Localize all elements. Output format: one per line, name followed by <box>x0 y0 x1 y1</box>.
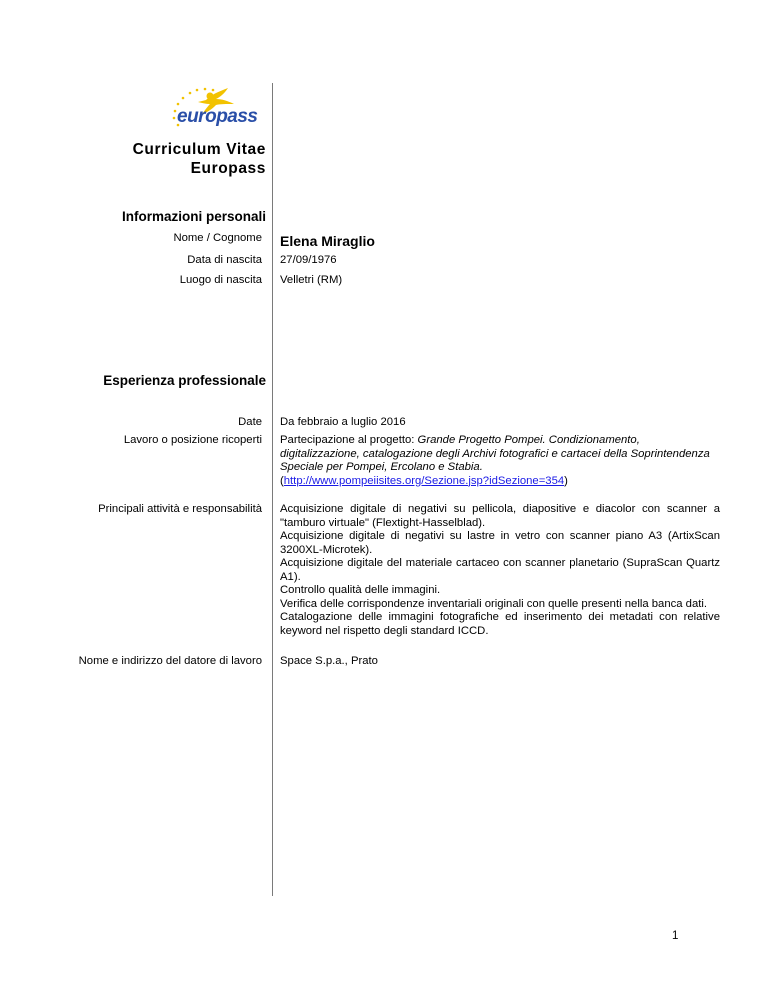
value-name: Elena Miraglio <box>280 233 375 249</box>
europass-wordmark: europass <box>177 106 258 127</box>
label-birth-place: Luogo di nascita <box>179 274 262 286</box>
label-activities: Principali attività e responsabilità <box>98 503 262 515</box>
activity-item: Acquisizione digitale del materiale cartaceo con scanner planetario (SupraScan Quartz A1). <box>280 557 720 583</box>
value-birth-date: 27/09/1976 <box>280 254 337 266</box>
label-employer: Nome e indirizzo del datore di lavoro <box>78 655 262 667</box>
section-heading-experience: Esperienza professionale <box>103 373 266 388</box>
activity-item: Acquisizione digitale di negativi su lastre in vetro con scanner piano A3 (ArtixScan 3200XL-Microtek). <box>280 530 720 556</box>
label-name: Nome / Cognome <box>173 232 262 244</box>
label-date: Date <box>238 416 262 428</box>
label-position: Lavoro o posizione ricoperti <box>123 434 262 446</box>
cv-title-line2: Europass <box>190 160 266 177</box>
column-divider <box>272 83 273 896</box>
project-link[interactable]: http://www.pompeiisites.org/Sezione.jsp?idSezione=354 <box>283 474 565 487</box>
value-birth-place: Velletri (RM) <box>280 274 343 286</box>
section-heading-personal: Informazioni personali <box>121 209 266 224</box>
project-title: Grande Progetto Pompei. Condizionamento, digitalizzazione, catalogazione degli Archivi fotografici e cartacei della Soprintendenza Speciale per Pompei, Ercolano e Stabia. <box>280 434 710 473</box>
activity-item: Verifica delle corrispondenze inventariali originali con quelle presenti nella banca dati. <box>280 597 708 610</box>
activity-item: Controllo qualità delle immagini. <box>280 584 441 596</box>
europass-logo <box>166 84 258 136</box>
value-position: Partecipazione al progetto: Grande Progetto Pompei. Condizionamento, digitalizzazione, catalogazione degli Archivi fotografici e cartacei della Soprintendenza Speciale per Pompei, Ercolano e Stabia. (http://www.pompeiisites.org/Sezione.jsp?idSezione=354) <box>280 434 710 487</box>
label-birth-date: Data di nascita <box>187 254 262 266</box>
value-date: Da febbraio a luglio 2016 <box>280 416 406 428</box>
page-number: 1 <box>672 930 679 942</box>
value-employer: Space S.p.a., Prato <box>280 655 378 667</box>
cv-title <box>66 140 266 178</box>
activity-item: Acquisizione digitale di negativi su pellicola, diapositive e diacolor con scanner a "tamburo virtuale" (Flextight-Hasselblad). <box>280 503 720 529</box>
value-activities <box>280 503 720 638</box>
activity-item: Catalogazione delle immagini fotografiche ed inserimento dei metadati con relative keyword nel rispetto degli standard ICCD. <box>280 611 720 637</box>
cv-title-line1: Curriculum Vitae <box>132 141 266 158</box>
